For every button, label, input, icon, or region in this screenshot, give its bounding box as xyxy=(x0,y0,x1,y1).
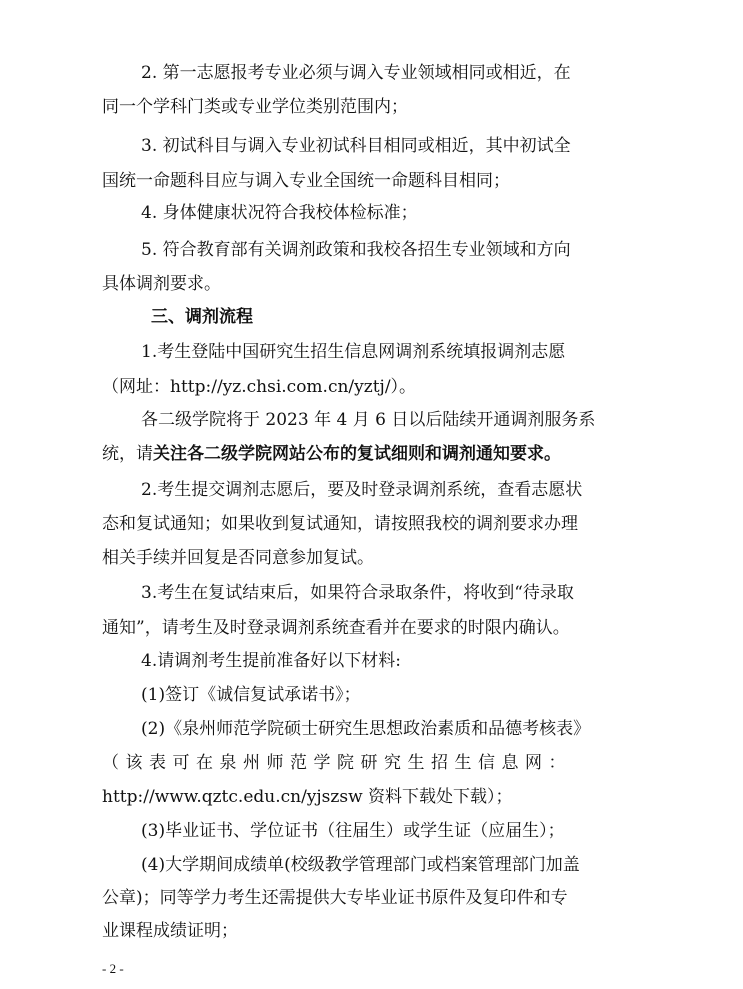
paragraph-line: 5. 符合教育部有关调剂政策和我校各招生专业领域和方向 xyxy=(141,240,571,260)
paragraph-line: 4.请调剂考生提前准备好以下材料: xyxy=(141,651,401,671)
paragraph-line: 3.考生在复试结束后，如果符合录取条件，将收到“待录取 xyxy=(141,583,574,603)
page-number: - 2 - xyxy=(102,961,124,976)
paragraph-line: 2.考生提交调剂志愿后，要及时登录调剂系统，查看志愿状 xyxy=(141,480,583,500)
paragraph-line: 2. 第一志愿报考专业必须与调入专业领域相同或相近，在 xyxy=(141,63,571,83)
paragraph-line: 具体调剂要求。 xyxy=(102,274,221,294)
paragraph-line: （该表可在泉州师范学院研究生招生信息网： xyxy=(102,753,572,773)
paragraph-line: （网址：http://yz.chsi.com.cn/yztj/）。 xyxy=(102,377,417,397)
paragraph-line: 同一个学科门类或专业学位类别范围内； xyxy=(102,97,408,117)
paragraph-line: 通知”，请考生及时登录调剂系统查看并在要求的时限内确认。 xyxy=(102,618,570,638)
paragraph-line: 4. 身体健康状况符合我校体检标准； xyxy=(141,203,418,223)
paragraph-line xyxy=(102,444,561,464)
text-run: 统，请 xyxy=(102,444,153,464)
paragraph-line: http://www.qztc.edu.cn/yjszsw 资料下载处下载）； xyxy=(102,787,513,807)
paragraph-line: 1.考生登陆中国研究生招生信息网调剂系统填报调剂志愿 xyxy=(141,342,566,362)
paragraph-line: 相关手续并回复是否同意参加复试。 xyxy=(102,548,374,568)
list-item: (2)《泉州师范学院硕士研究生思想政治素质和品德考核表》 xyxy=(141,719,591,739)
paragraph-line: 态和复试通知；如果收到复试通知，请按照我校的调剂要求办理 xyxy=(102,514,578,534)
paragraph-line: 国统一命题科目应与调入专业全国统一命题科目相同； xyxy=(102,171,510,191)
paragraph-line: 公章)；同等学力考生还需提供大专毕业证书原件及复印件和专 xyxy=(102,888,568,908)
list-item: (3)毕业证书、学位证书（往届生）或学生证（应届生）； xyxy=(141,821,565,841)
bold-text-run: 关注各二级学院网站公布的复试细则和调剂通知要求。 xyxy=(153,444,561,464)
paragraph-line: 3. 初试科目与调入专业初试科目相同或相近，其中初试全 xyxy=(141,136,571,156)
list-item: (1)签订《诚信复试承诺书》； xyxy=(141,685,361,705)
paragraph-line: 各二级学院将于 2023 年 4 月 6 日以后陆续开通调剂服务系 xyxy=(141,410,596,430)
section-heading: 三、调剂流程 xyxy=(151,307,253,327)
paragraph-line: 业课程成绩证明； xyxy=(102,921,238,941)
list-item: (4)大学期间成绩单(校级教学管理部门或档案管理部门加盖 xyxy=(141,855,580,875)
